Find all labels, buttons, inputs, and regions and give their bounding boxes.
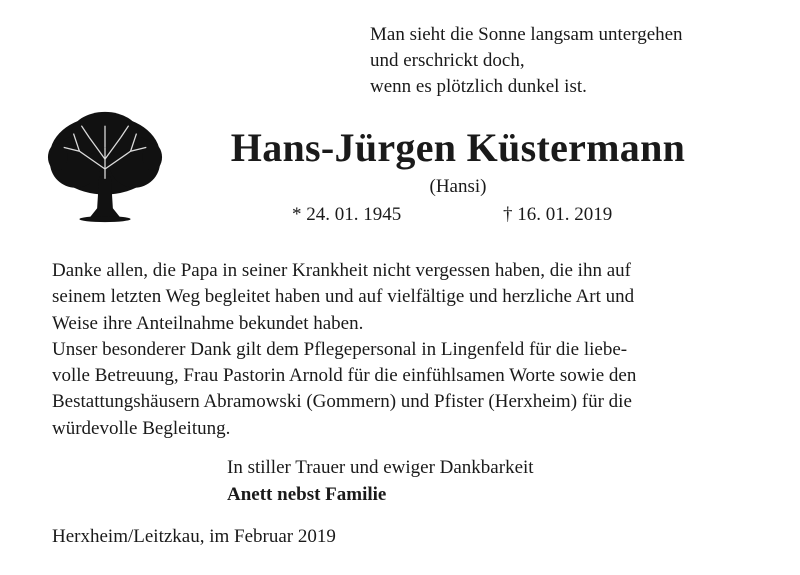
signature (227, 454, 534, 508)
place-and-date: Herxheim/Leitzkau, im Februar 2019 (52, 526, 336, 547)
message-line: Weise ihre Anteilnahme bekundet haben. (52, 312, 364, 334)
message-line: Unser besonderer Dank gilt dem Pflegepersonal in Lingenfeld für die liebe- (52, 338, 628, 360)
message-line: Bestattungshäusern Abramowski (Gommern) und Pfister (Herxheim) für die (52, 391, 632, 413)
closing-line: In stiller Trauer und ewiger Dankbarkeit (227, 457, 534, 478)
message-line: würdevolle Begleitung. (52, 417, 231, 439)
tree-icon (46, 108, 164, 226)
message-line: seinem letzten Weg begleitet haben und auf vielfältige und herzliche Art und (52, 286, 635, 308)
message-line: volle Betreuung, Frau Pastorin Arnold für die einfühlsamen Worte sowie den (52, 365, 637, 387)
poem-line: Man sieht die Sonne langsam untergehen (370, 24, 683, 45)
thank-you-message (52, 258, 752, 442)
death-date: † 16. 01. 2019 (503, 204, 613, 225)
birth-date: * 24. 01. 1945 (292, 204, 402, 225)
deceased-name: Hans-Jürgen Küstermann (230, 125, 686, 170)
poem (370, 22, 683, 100)
poem-line: wenn es plötzlich dunkel ist. (370, 76, 587, 97)
message-line: Danke allen, die Papa in seiner Krankheit nicht vergessen haben, die ihn auf (52, 260, 631, 281)
poem-line: und erschrickt doch, (370, 50, 525, 71)
family-name: Anett nebst Familie (227, 484, 387, 505)
deceased-nickname: (Hansi) (429, 176, 487, 197)
